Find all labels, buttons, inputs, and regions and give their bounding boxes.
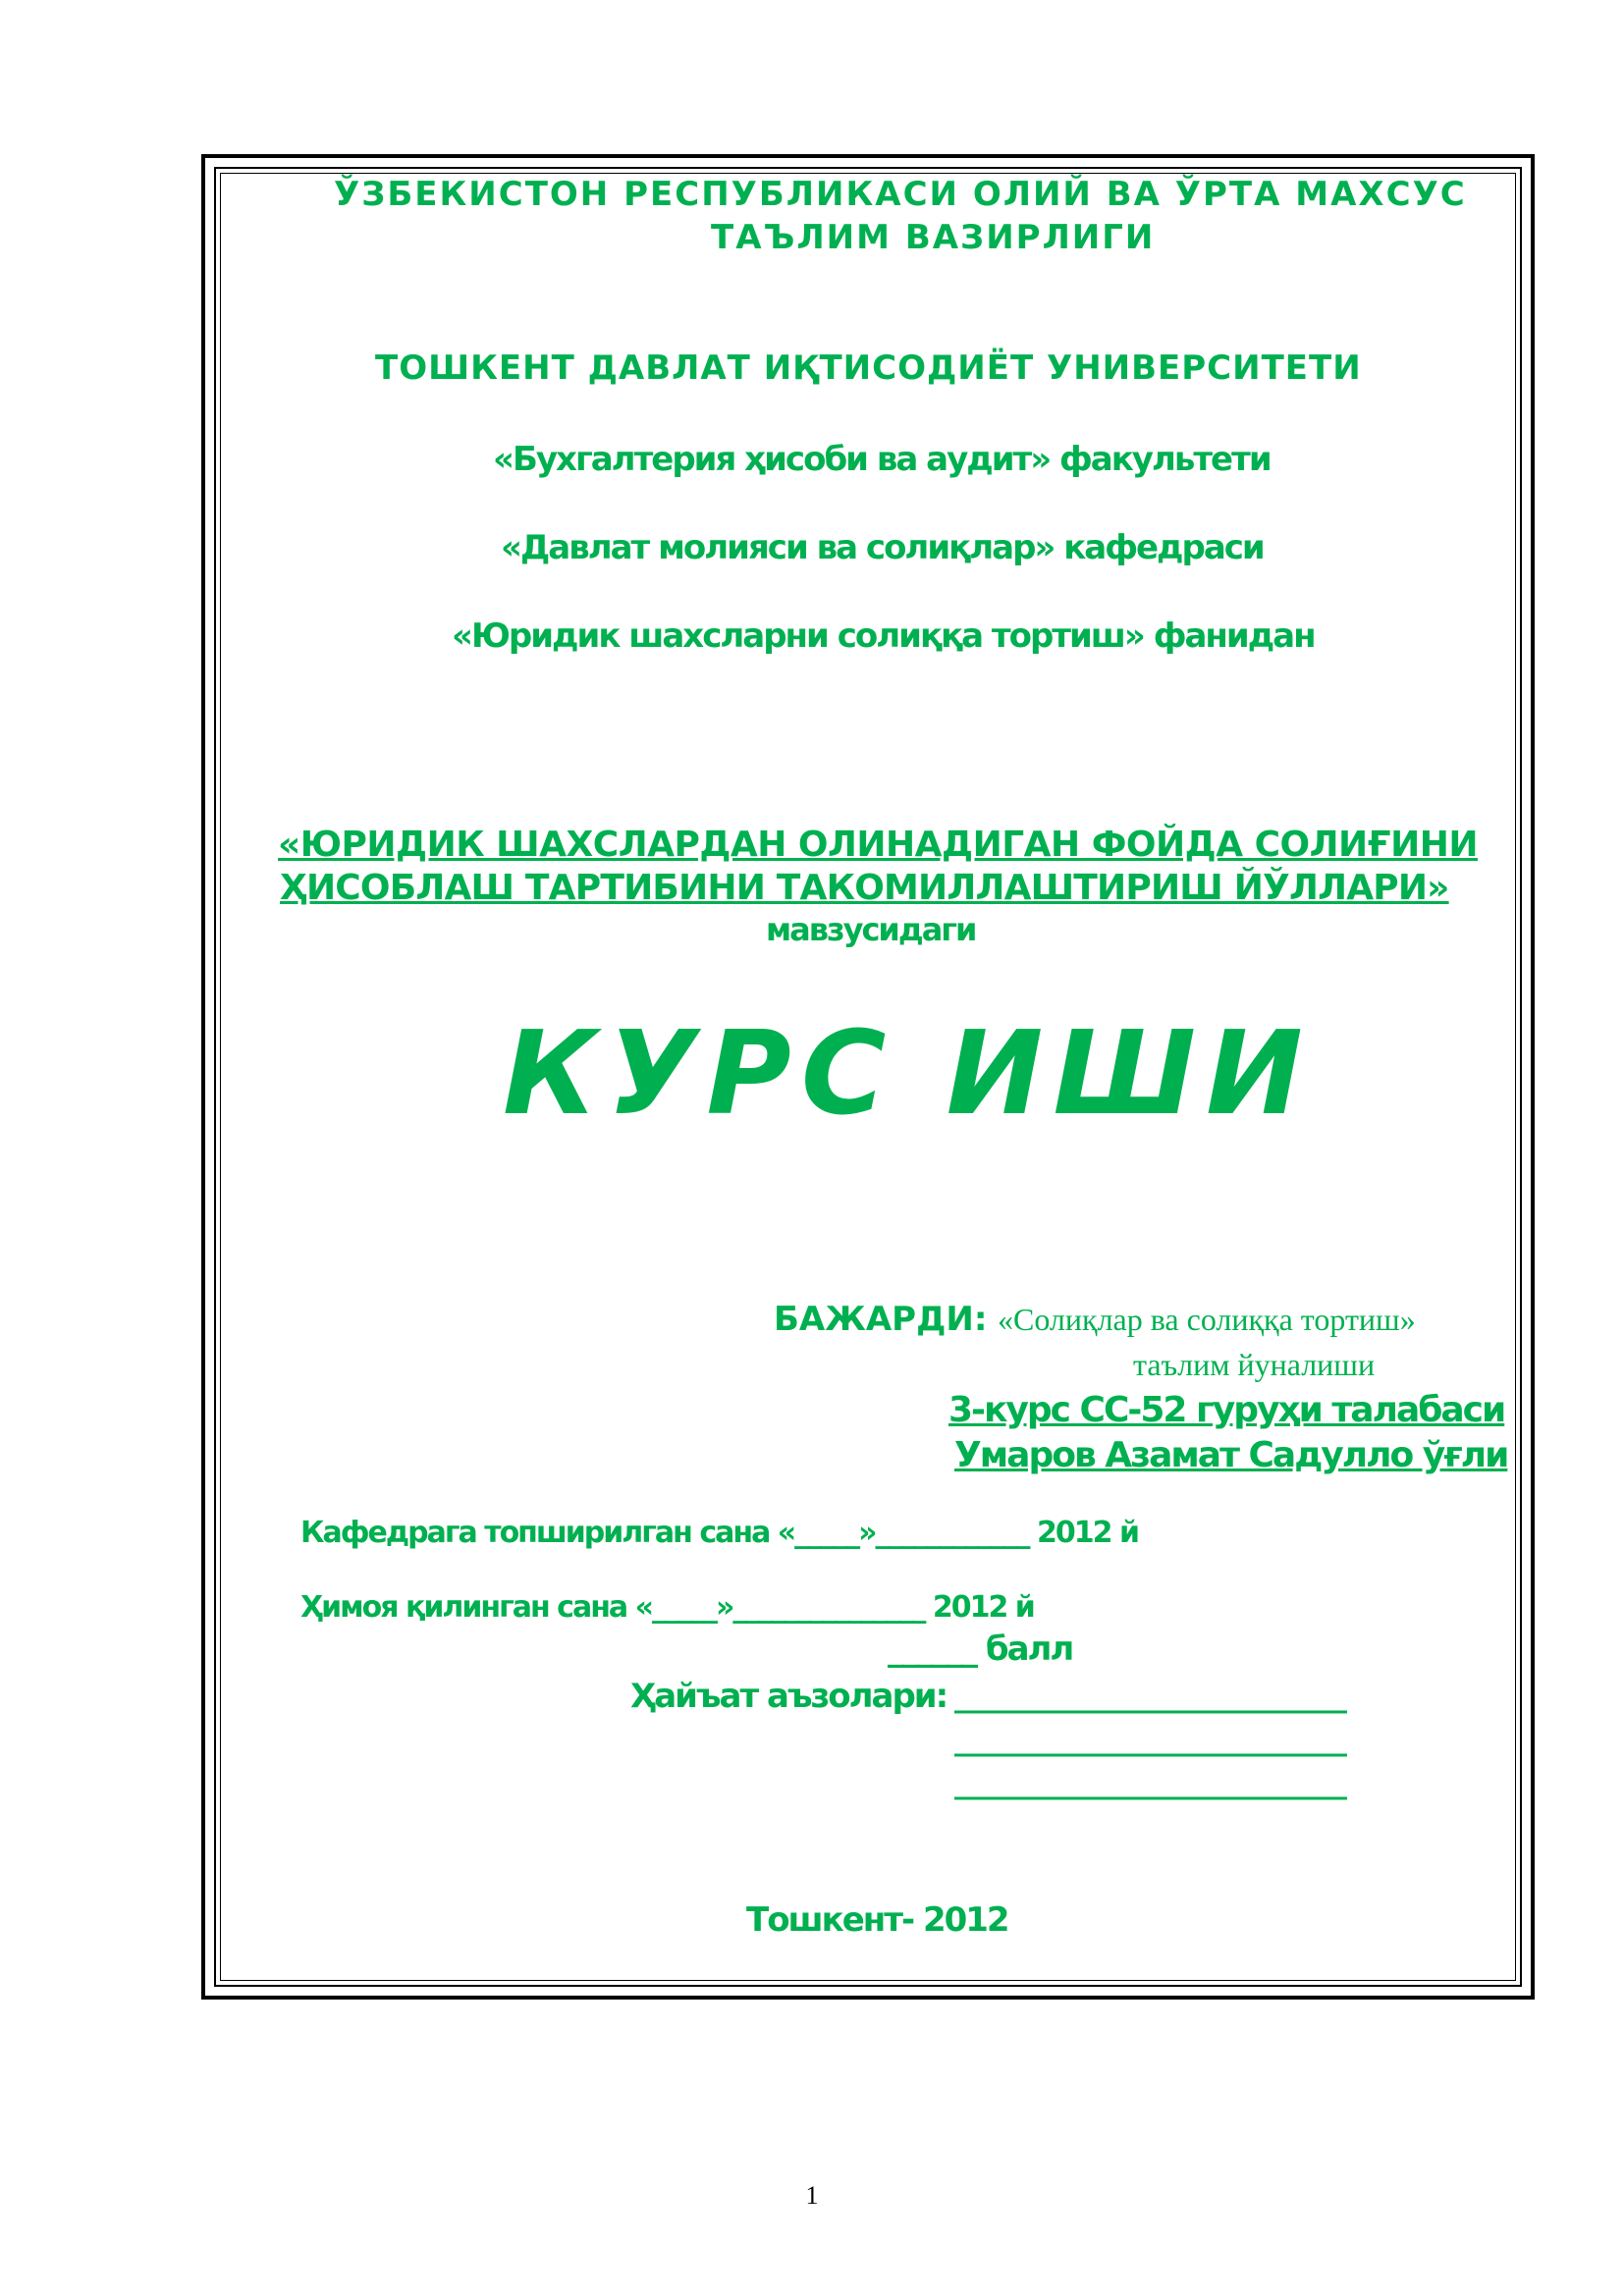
performer-name: Умаров Азамат Садулло ўғли bbox=[954, 1435, 1508, 1475]
submission-date: Кафедрага топширилган сана «_____»____________ 2012 й bbox=[300, 1516, 1138, 1550]
performer-direction-line-1: «Солиқлар ва солиққа тортиш» bbox=[998, 1302, 1416, 1337]
topic-line-1: «ЮРИДИК ШАХСЛАРДАН ОЛИНАДИГАН ФОЙДА СОЛИҒИНИ bbox=[278, 825, 1478, 865]
committee-line-2: _________________________ bbox=[954, 1720, 1347, 1757]
work-type-title: КУРС ИШИ bbox=[503, 1005, 1313, 1141]
city-year: Тошкент- 2012 bbox=[746, 1900, 1008, 1940]
performer-direction-line-2: таълим йуналиши bbox=[1133, 1347, 1376, 1382]
committee-line-3: _________________________ bbox=[954, 1763, 1347, 1800]
performer-label: БАЖАРДИ: bbox=[774, 1300, 988, 1339]
university-name: ТОШКЕНТ ДАВЛАТ ИҚТИСОДИЁТ УНИВЕРСИТЕТИ bbox=[375, 348, 1362, 388]
department-name: «Давлат молияси ва солиқлар» кафедраси bbox=[501, 528, 1264, 567]
topic-suffix: мавзусидаги bbox=[766, 911, 976, 948]
faculty-name: «Бухгалтерия ҳисоби ва аудит» факультети bbox=[493, 440, 1271, 479]
ministry-line-1: ЎЗБЕКИСТОН РЕСПУБЛИКАСИ ОЛИЙ ВА ЎРТА МАХСУС bbox=[334, 175, 1467, 214]
committee-line-1: _________________________ bbox=[954, 1677, 1347, 1714]
performer-group: 3-курс СС-52 гуруҳи талабаси bbox=[948, 1390, 1505, 1430]
subject-name: «Юридик шахсларни солиққа тортиш» фанидан bbox=[452, 616, 1315, 656]
topic-line-2: ҲИСОБЛАШ ТАРТИБИНИ ТАКОМИЛЛАШТИРИШ ЙЎЛЛАРИ» bbox=[280, 868, 1449, 908]
page-number: 1 bbox=[805, 2181, 819, 2210]
ministry-line-2: ТАЪЛИМ ВАЗИРЛИГИ bbox=[711, 218, 1156, 257]
defense-date: Ҳимоя қилинган сана «_____»_______________ 2012 й bbox=[300, 1590, 1034, 1625]
defense-score: ______ балл bbox=[888, 1629, 1073, 1669]
committee-label: Ҳайъат аъзолари: bbox=[630, 1677, 947, 1716]
